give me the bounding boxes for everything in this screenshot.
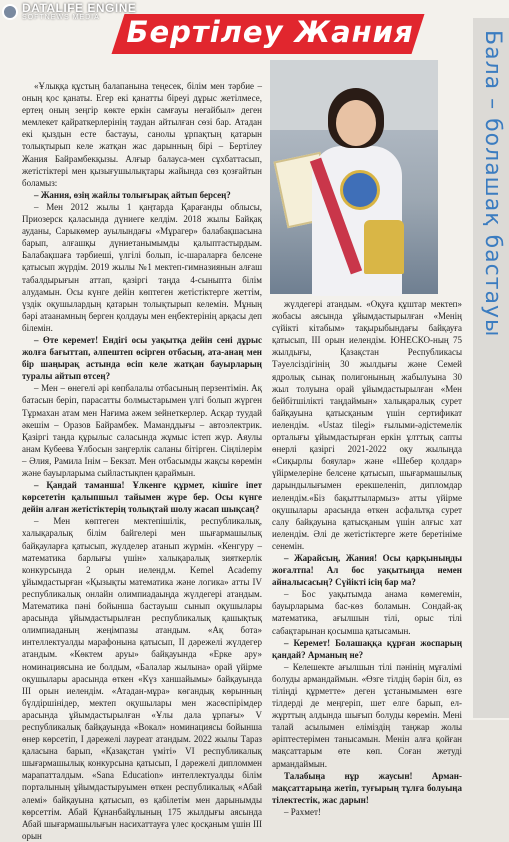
paragraph: – Жарайсың, Жания! Осы қарқыныңды жоғалтпа! Ал бос уақытыңда немен айналысасың? Сүйікті ісің бар ма? [272,552,462,588]
watermark-name: DATALIFE ENGINE [22,1,137,15]
paragraph: – Бос уақытымда анама көмегемін, бауырларыма бас-көз боламын. Сондай-ақ математика, ағылшын тілі, орыс тілі сабақтарынан қосымша қатысамын. [272,589,462,636]
article-column-1 [22,80,262,841]
medal-icon [340,170,380,210]
paragraph: – Өте керемет! Ендігі осы уақытқа дейін сені дұрыс жолға бағыттап, әлпештеп өсірген отбасың, ата-анаң мен бір шаңырақ астында өсіп келе жатқан бауырларың туралы айтып өтсең? [22,334,262,382]
paragraph: – Келешекте ағылшын тілі пәнінің мұғалімі болуды армандаймын. «Өзге тілдің бәрін біл, өз тіліңді құрметте» деген ұстанымымен өзге тілдерді де меңгеріп, шет елге барып, ел-жұрттың алдында шығып болуды көремін. Мені талай асылымен еліміздің таңжар жолы әріптестерімен танысамын. Менін алға қойған мақсаттарым өте көп. Соған жетуді армандаймын. [272,661,462,769]
page-title: Бертілеу Жания [126,15,414,49]
portrait-photo [270,60,438,294]
paragraph: – Жания, өзің жайлы толығырақ айтып берсең? [34,189,231,200]
paragraph: – Керемет! Болашаққа құрған жоспарың қандай? Арманың не? [272,637,462,660]
paragraph: – Мен 2012 жылы 1 қаңтарда Қарағанды облысы, Приозерск қаласында дүниеге келдім. 2018 жылы Байқақ ауданы, Сарыкөмер ауылындағы «Мұрагер» балабақшасына барып, алғашқы дүниетанымымды қалыптастырдым. Балабақшаға тәрбиеші, үлгілі болып, іс-шараларға белсене қатысып жүрдім. 2019 жылы №1 мектеп-гимназиянын алғаш табалдырығын аттап, қазіргі таңда 4-сыныпта білім алудамын. Осы күнге дейін көптеген жетістіктерге жеттім, үздік оқушылардың қатарын толықтырып келемін. Мұның бәрі атаанамның берген қолдауы мен еңбектерінің арқасы деп білемін. [22,201,262,333]
watermark-sub: SOFTNEWS MEDIA [22,14,100,21]
trophy-icon [364,220,404,274]
watermark-logo-icon [2,4,18,20]
paragraph: – Мен көптеген мектепішілік, республикалық, халықаралық білім байгелері мен шығармашылық байқауларға қатысып, жүлделер атанып жүрмін. «Кенгуру – математика барлығы үшін» халықаралық зияткерлік конкурсында 2 орын иеленд,м. Kemel Academy ұйымдастырған «Қызықты математика және логика» атты IV республикалық онлайн олимпиадаыңда жүлдегері атандым. Математика пәні бойынша бастауыш сынып оқушылары арасында ұйымдастырылған республикалық қашықтық олимпиаданың жеңімпазы атандым. «Ақ бота» интеллектуалды марафонына қатысып, II дәрежелі жүлдегер атандым. «Көктем аруы» байқауында «Ерке ару» номинациясына ие болдым, «Балалар жылына» орай үйірме оқушылары арасында өткен «Күз ханшайымы» байқауында III орын иелендім. «Атадан-мұра» көгандық көрынның бүлдіршінідер, мектеп оқушылары мен жасөспірімдер арасында ұйымдастырылған «Ұлы дала ұрпағы» V республикалық байқауында «Вокал» номинациясы бойынша өнер көрсетіп, I дәрежелі лауреат атандым. 2022 жылы Тараз қаласына барып, «Қазақстан үміті» VI республикалық шығармашылық конкурсына қатысып, I дәрежелі дипломмен марапатталдым. «Sana Education» интеллектуалды білім порталының ұйымдастыруымен өткен республикалық «Абай әлемі» байқауына қатысып, өз қабілетім мен дарынымды көрсеттім. Абай Құнанбайұлының 175 жылдығы аясында Абай шығармашылығын насихаттауға үлес қосқаным үшін III орын [22,516,262,841]
side-heading: Бала – болашақ бастауы [480,30,505,338]
paragraph: – Рахмет! [284,806,321,817]
paragraph: – Мен – өнегелі әрі көпбалалы отбасының перзентімін. Ақ батасын беріп, парасатты болмыстарымен үлгі болып жүрген Тұрмахан атам мен Нағима әжем зейнеткерлер. Асқар туудай әкешім – Оразов Байрамбек. Маманддығы – автоэлектрик. Қазіргі таңда құрылыс саласында жұмыс істеп жүр. Аяулы анам Кубеева Ұлбосын заңгерлік саланы бітірген. Сіңлілерім – Әлия, Рамила Інім – Бекзат. Мен отбасымды жақсы көремін және бауырларыма сыйластықпен қараймын. [22,383,262,478]
article-column-2 [272,298,462,817]
watermark [2,2,136,21]
paragraph: «Ұлыққа құстың балапанына теңесек, білім мен тәрбие – оның қос қанаты. Егер екі қанатты біреуі дұрыс жетілмесе, ертең оның зеңгір көкте еркін самғауы неғайбыл» деген мемлекет қайраткерлерінің таудан айтылған сөзі бар. Атадан екі қыздын есте бастауы, санолы ұрпақтың қатарын толықтырып келе жатқан жас дарынның бірі – Бертілеу Жания Байрамбекқызы. Алғыр балауса-мен сұхбаттасып, жетістіктері мен қызығушылықтары жайында сөз қозғайтын боламыз: [22,81,262,188]
paragraph: жүлдегері атандым. «Оқуға құштар мектеп» жобасы аясында ұйымдастырылған «Менің сүйікті кітабым» тақырыбындағы байқауға қатысып, III орын иелендім. ЮНЕСКО-ның 75 жылдығы, Қазақстан Республикасы Тәуелсіздігінің 30 жылдығы және Семей ядролық сынақ полигонының жабылуына 30 жыл толуына орай ұйымдастырылған «Мен бейбітшілікті таңдаймын» халықаралық сурет байқауына қатысқаным үшін сертификат иелендім. «Ustaz tilegi» ғылыми-әдістемелік орталығы ұйымдастырған еркін ұлттық сапты өнерлі қазіргі 2021-2022 оқу жылыңда «Сиқырлы бояулар» және «Шебер қолдар» үйірмелеріне белсене қатысып, шығармашылық дарындылығымен ерекшеленіп, дипломдар иелендім.«Біз бақыттылармыз» атты үйірме оқушылары арасында өткен асфальтқа сурет салу байқауына қатысқаным үшін алғыс хат иелендім. Әлі де жетістіктерге жете беретініме сенемін. [272,299,462,551]
paragraph: Талабыңа нұр жаусын! Арман-мақсаттарыңа жетіп, туғырың тұлға болуыңа тілектестік, жас дарын! [272,770,462,805]
paragraph: – Қандай таманша! Ұлкенге құрмет, кішіге іпет көрсететін қалыпшыл тайымен жүре бер. Осы күнге дейін алған жетістіктерің толықтай шолу жасап шықсаң? [22,480,262,515]
